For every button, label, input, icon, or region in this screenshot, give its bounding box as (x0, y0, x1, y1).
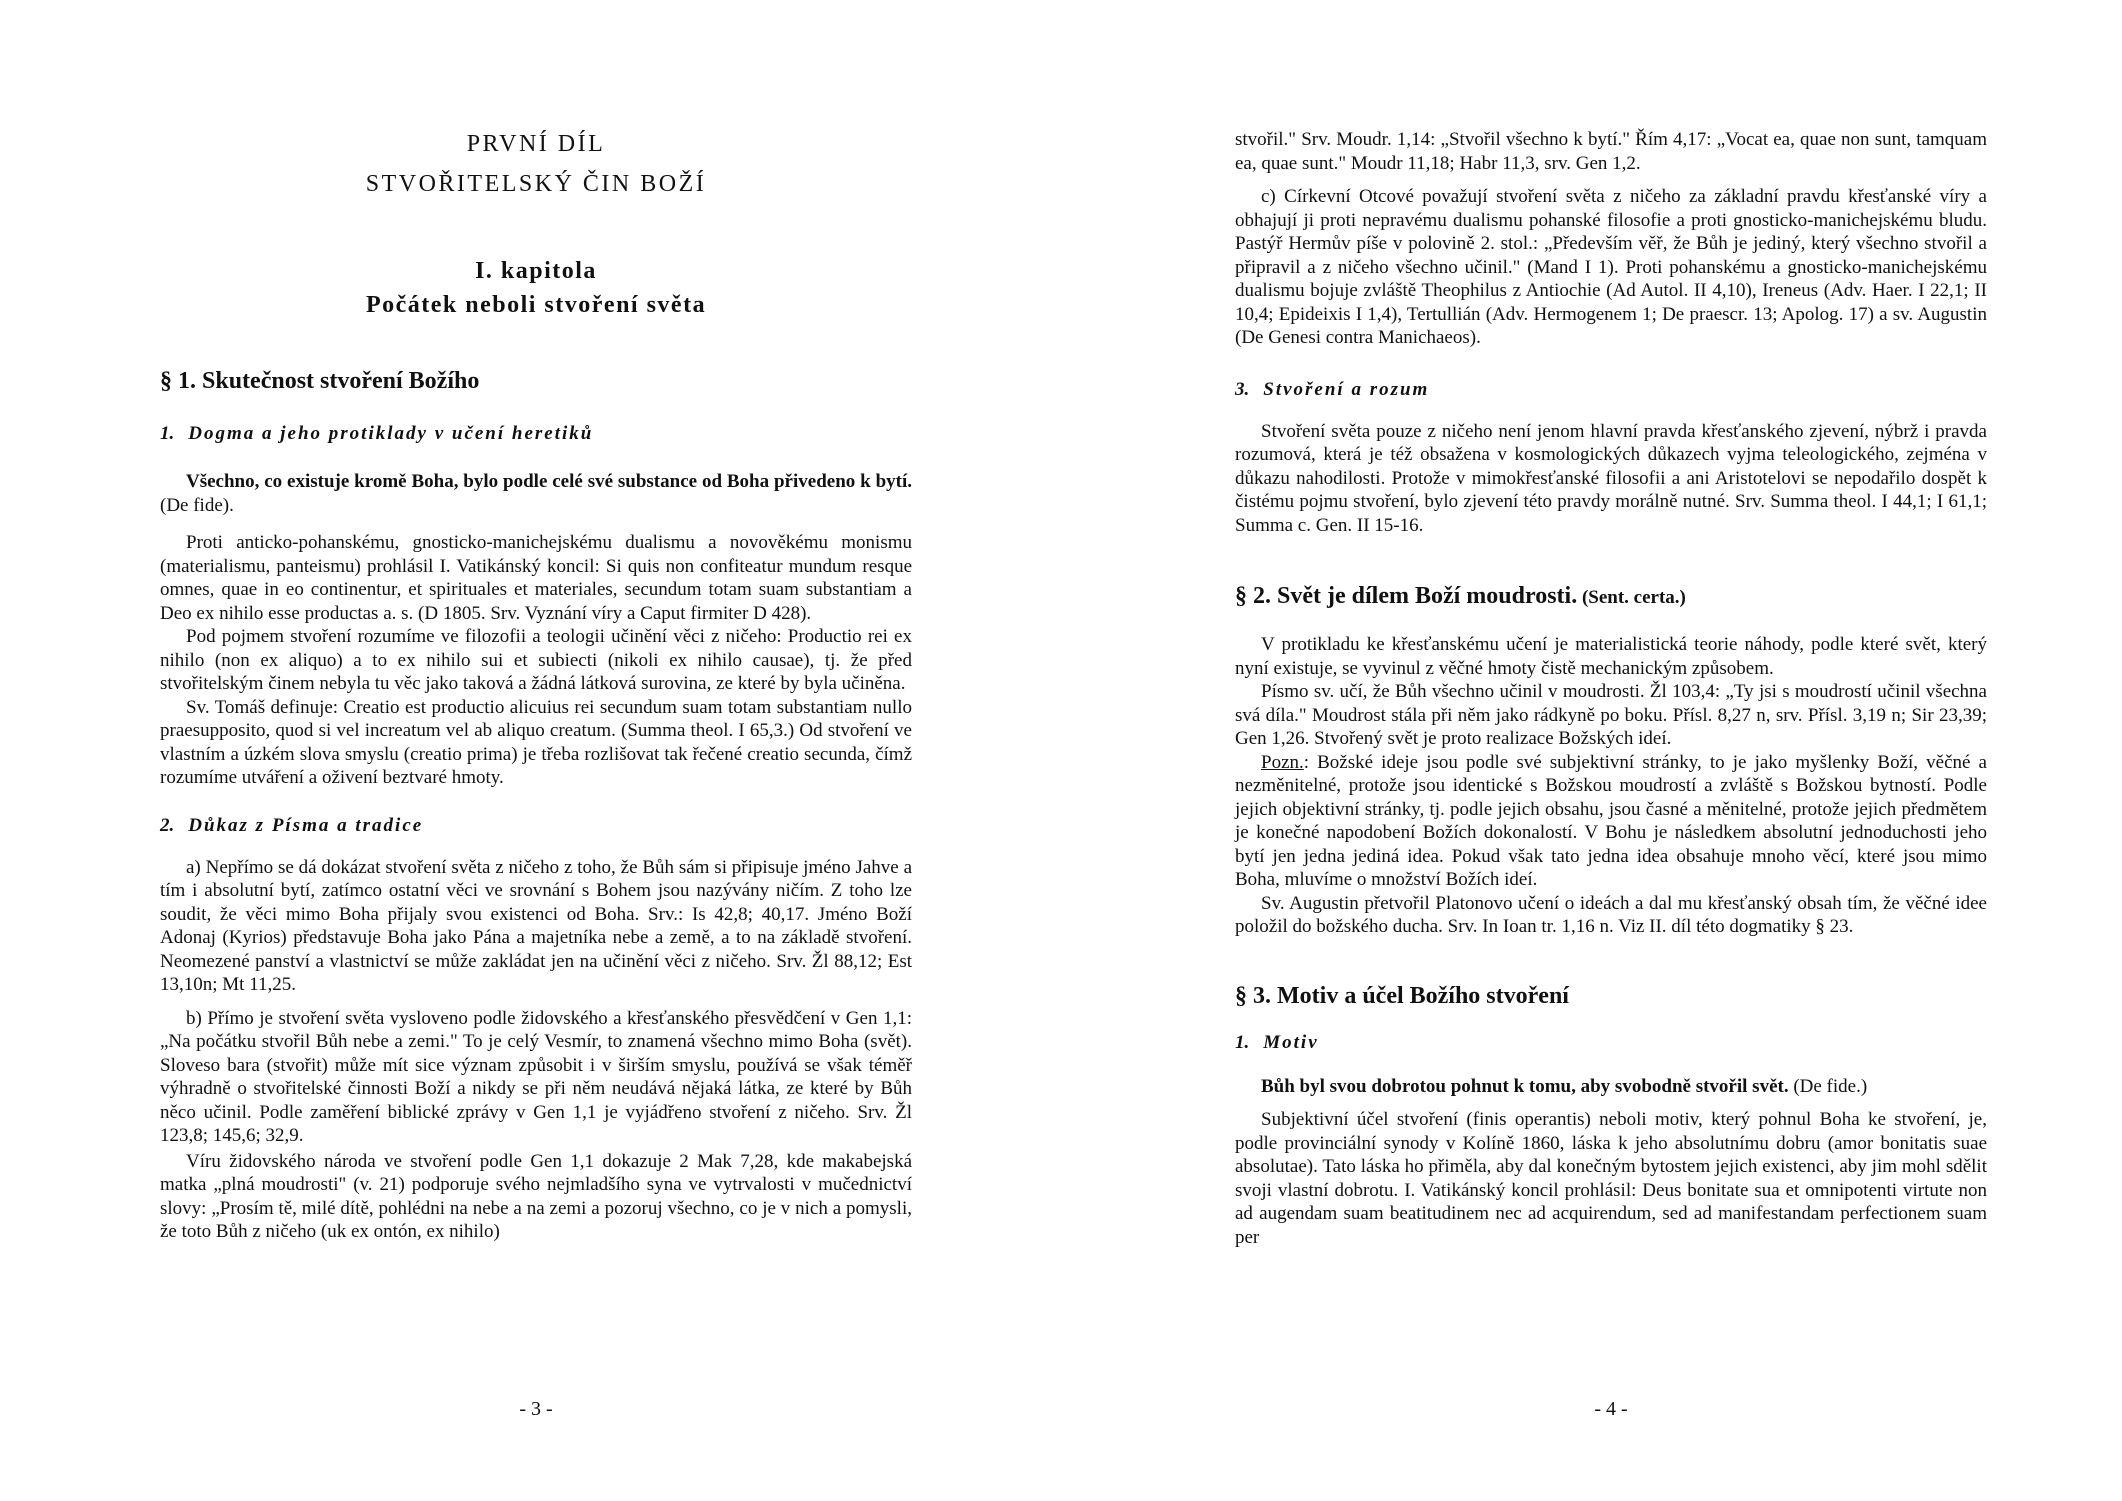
subsection-title: Důkaz z Písma a tradice (188, 814, 424, 836)
left-page-content (160, 0, 912, 1244)
chapter-title: Počátek neboli stvoření světa (365, 292, 707, 318)
section-heading: § 3. Motiv a účel Božího stvoření (1235, 982, 1569, 1009)
paragraph: V protikladu ke křesťanskému učení je materialistická teorie náhody, podle které svět, který nyní existuje, se vyvinul z věčné hmoty čistě mechanickým způsobem. (1235, 634, 1987, 679)
dogma-thesis (1235, 1075, 1987, 1099)
page-number: - 4 - (1594, 1398, 1628, 1420)
subsection-number: 3. (1235, 378, 1250, 400)
thesis-note: (De fide). (160, 494, 234, 516)
dogma-thesis (160, 470, 912, 517)
section-heading: § 1. Skutečnost stvoření Božího (160, 368, 480, 394)
paragraph: b) Přímo je stvoření světa vysloveno podle židovského a křesťanského přesvědčení v Gen 1,1: „Na počátku stvořil Bůh nebe a zemi." To je celý Vesmír, to znamená všechno mimo Boha (svět). Sloveso bara (stvořit) může mít sice význam způsobit i v širším smyslu, používá se však téměř výhradně o stvořitelské činnosti Boží a nikdy se při něm neudává nějaká látka, ze které by Bůh něco učinil. Podle zaměření biblické zprávy v Gen 1,1 je vyjádřeno stvoření z ničeho. Srv. Žl 123,8; 145,6; 32,9. (160, 1007, 912, 1146)
paragraph: Proti anticko-pohanskému, gnosticko-manichejskému dualismu a novověkému monismu (materialismu, panteismu) prohlásil I. Vatikánský koncil: Si quis non confiteatur mundum resque omnes, quae in eo continentur, et spirituales et materiales, secundum totam suam substantiam a Deo ex nihilo esse productas a. s. (D 1805. Srv. Vyznání víry a Caput firmiter D 428). (160, 532, 912, 624)
paragraph: Stvoření světa pouze z ničeho není jenom hlavní pravda křesťanského zjevení, nýbrž i pravda rozumová, která je též obsažena v kosmologických důkazech vyjma teleologického, zejména v důkazu nahodilosti. Protože v mimokřesťanské filosofii a ani Aristotelovi se nepodařilo dospět k čistému pojmu stvoření, bylo zjevení této pravdy morálně nutné. Srv. Summa theol. I 44,1; I 61,1; Summa c. Gen. II 15-16. (1235, 420, 1987, 536)
section-heading (1235, 581, 1987, 613)
section-title: § 2. Svět je dílem Boží moudrosti. (1235, 583, 1578, 609)
right-page-content (1235, 0, 1987, 1249)
page-number: - 3 - (519, 1398, 553, 1420)
paragraph: Víru židovského národa ve stvoření podle Gen 1,1 dokazuje 2 Mak 7,28, kde makabejská matka „plná moudrosti" (v. 21) podporuje svého nejmladšího syna ve vytrvalosti v mučednictví slovy: „Prosím tě, milé dítě, pohlédni na nebe a na zemi a pozoruj všechno, co je v nich a pomysli, že toto Bůh z ničeho (uk ex ontón, ex nihilo) (160, 1150, 912, 1242)
paragraph: Sv. Tomáš definuje: Creatio est productio alicuius rei secundum suam totam substantiam nullo praesupposito, quod si vel increatum vel ab aliquo creatum. (Summa theol. I 65,3.) Od stvoření ve vlastním a úzkém slova smyslu (creatio prima) je třeba rozlišovat tak řečené creatio secunda, čímž rozumíme utváření a oživení beztvaré hmoty. (160, 696, 912, 788)
right-page (1235, 0, 1987, 1501)
section-note: (Sent. certa.) (1577, 587, 1686, 608)
paragraph: c) Církevní Otcové považují stvoření světa z ničeho za základní pravdu křesťanské víry a obhajují ji proti nepravému dualismu pohanské filosofie a proti gnosticko-manichejskému bludu. Pastýř Hermův píše v polovině 2. stol.: „Především věř, že Bůh je jediný, který všechno stvořil a připravil a z ničeho všechno učinil." (Mand I 1). Proti pohanskému a gnosticko-manichejskému dualismu bojuje zvláště Theophilus z Antiochie (Ad Autol. II 4,10), Ireneus (Adv. Haer. I 22,1; II 10,4; Epideixis I 1,4), Tertullián (Adv. Hermogenem 1; De praescr. 13; Apolog. 17) a sv. Augustin (De Genesi contra Manichaeos). (1235, 186, 1987, 348)
subsection-heading (160, 422, 912, 446)
paragraph: Subjektivní účel stvoření (finis operantis) neboli motiv, který pohnul Boha ke stvoření, je, podle provinciální synody v Kolíně 1860, láska k jeho absolutnímu dobru (amor bonitatis suae absolutae). Tato láska ho přiměla, aby dal konečným bytostem jejich existenci, aby jim mohl sdělit svoji vlastní dobrotu. I. Vatikánský koncil prohlásil: Deus bonitate sua et omnipotenti virtute non ad augendam suam beatitudinem nec ad acquirendum, sed ad manifestandam perfectionem suam per (1235, 1109, 1987, 1248)
subsection-title: Motiv (1263, 1031, 1319, 1053)
part-subtitle: STVOŘITELSKÝ ČIN BOŽÍ (365, 171, 707, 197)
subsection-heading (1235, 378, 1987, 402)
subsection-number: 1. (160, 423, 175, 444)
thesis-text: Bůh byl svou dobrotou pohnut k tomu, aby svobodně stvořil svět. (1261, 1075, 1789, 1097)
paragraph: Písmo sv. učí, že Bůh všechno učinil v moudrosti. Žl 103,4: „Ty jsi s moudrostí učinil všechna svá díla." Moudrost stála při něm jako rádkyně po boku. Přísl. 8,27 n, srv. Přísl. 3,19 n; Sir 23,39; Gen 1,26. Stvořený svět je proto realizace Božských ideí. (1235, 681, 1987, 749)
subsection-title: Dogma a jeho protiklady v učení heretiků (188, 423, 594, 444)
thesis-text: Všechno, co existuje kromě Boha, bylo podle celé své substance od Boha přivedeno k bytí. (186, 471, 912, 492)
note-text: : Božské ideje jsou podle své subjektivní stránky, to je jako myšlenky Boží, věčné a nezměnitelné, protože jsou identické s Božskou moudrostí a zvláště s Božskou bytností. Podle jejich objektivní stránky, tj. podle jejich obsahu, jsou časné a měnitelné, protože jejich předmětem je konečné napodobení Božích dokonalostí. V Bohu je následkem absolutní jednoduchosti jeho bytí jen jedna jediná idea. Pokud však tato jedna idea obsahuje mnoho věcí, které jsou mimo Boha, mluvíme o množství Božích ideí. (1235, 751, 1987, 890)
paragraph: stvořil." Srv. Moudr. 1,14: „Stvořil všechno k bytí." Řím 4,17: „Vocat ea, quae non sunt, tamquam ea, quae sunt." Moudr 11,18; Habr 11,3, srv. Gen 1,2. (1235, 129, 1987, 174)
part-title: PRVNÍ DÍL (466, 131, 606, 157)
left-page (160, 0, 912, 1501)
chapter-number: I. kapitola (475, 258, 597, 284)
paragraph: Sv. Augustin přetvořil Platonovo učení o ideách a dal mu křesťanský obsah tím, že věčné idee položil do božského ducha. Srv. In Ioan tr. 1,16 n. Viz II. díl této dogmatiky § 23. (1235, 892, 1987, 937)
subsection-title: Stvoření a rozum (1263, 378, 1430, 400)
note-paragraph (1235, 751, 1987, 892)
subsection-number: 2. (160, 814, 175, 836)
subsection-heading (160, 814, 912, 838)
thesis-note: (De fide.) (1788, 1075, 1868, 1097)
note-label: Pozn. (1261, 751, 1304, 773)
subsection-heading (1235, 1031, 1987, 1055)
paragraph: Pod pojmem stvoření rozumíme ve filozofii a teologii učinění věci z ničeho: Productio rei ex nihilo (non ex aliquo) a to ex nihilo sui et subiecti (nikoli ex nihilo causae), tj. že před stvořitelským činem nebyla tu věc jako taková a žádná látková surovina, ze které by byla učiněna. (160, 626, 912, 694)
paragraph: a) Nepřímo se dá dokázat stvoření světa z ničeho z toho, že Bůh sám si připisuje jméno Jahve a tím i absolutní bytí, zatímco ostatní věci ve srovnání s Bohem jsou nazývány ničím. Z toho lze soudit, že věci mimo Boha přijaly svou existenci od Boha. Srv.: Is 42,8; 40,17. Jméno Boží Adonaj (Kyrios) představuje Boha jako Pána a majetníka nebe a země, a to na základě stvoření. Neomezené panství a vlastnictví se může zakládat jen na učinění věci z ničeho. Srv. Žl 88,12; Est 13,10n; Mt 11,25. (160, 856, 912, 995)
subsection-number: 1. (1235, 1031, 1250, 1053)
